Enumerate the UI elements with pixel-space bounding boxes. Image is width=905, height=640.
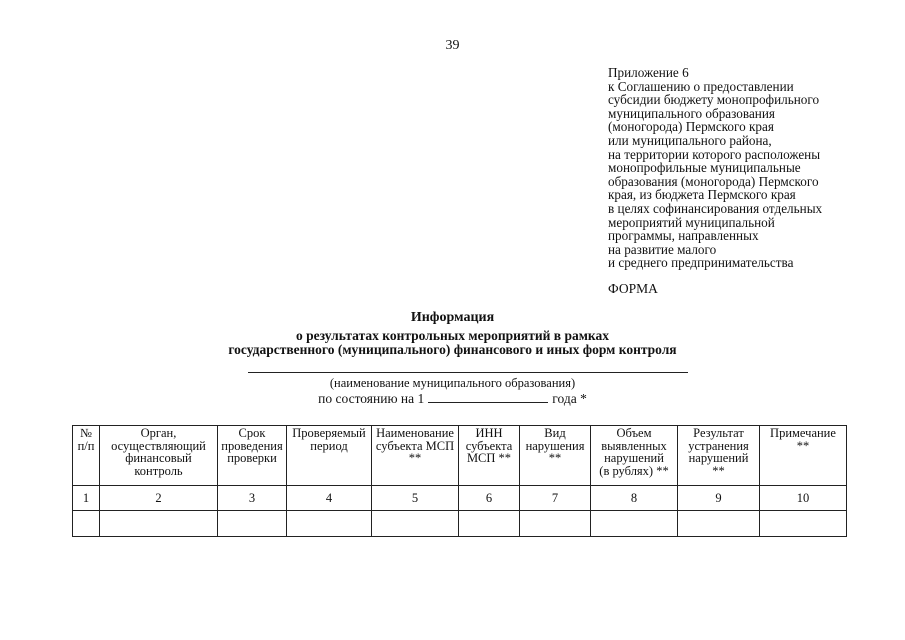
column-number-cell: 1	[73, 486, 100, 511]
header-cell-number	[73, 426, 100, 486]
header-line: Орган,	[140, 426, 177, 440]
table-cell	[372, 511, 459, 537]
header-line: (в рублях) **	[599, 463, 669, 478]
header-line: осуществляющий	[111, 438, 206, 453]
table-row	[73, 511, 847, 537]
header-line: ИНН	[475, 426, 503, 440]
header-line: нарушений	[604, 451, 664, 465]
header-line: Примечание	[770, 426, 836, 440]
header-line: Вид	[544, 426, 566, 440]
table-cell	[459, 511, 520, 537]
header-line: устранения	[688, 438, 749, 453]
appendix-line: на развитие малого	[608, 241, 717, 257]
column-number-cell: 8	[591, 486, 678, 511]
header-line: **	[548, 451, 562, 465]
header-line: контроль	[134, 463, 183, 478]
appendix-line: монопрофильные муниципальные	[608, 160, 801, 176]
header-line: нарушений	[688, 451, 749, 465]
appendix-line: на территории которого расположены	[608, 146, 821, 162]
document-subtitle	[0, 329, 905, 356]
column-number-cell: 7	[520, 486, 591, 511]
header-cell-remediation-result	[678, 426, 760, 486]
table-cell	[760, 511, 847, 537]
appendix-line: или муниципального района,	[608, 132, 772, 148]
municipality-caption: (наименование муниципального образования)	[329, 376, 576, 390]
header-line: Проверяемый	[292, 426, 366, 440]
table-cell	[678, 511, 760, 537]
appendix-line: (моногорода) Пермского края	[608, 119, 774, 135]
header-line: Срок	[238, 426, 266, 440]
as-of-date	[0, 391, 905, 407]
report-table	[72, 425, 847, 537]
municipality-blank-line	[248, 372, 688, 373]
header-cell-inspection-term	[218, 426, 287, 486]
appendix-line: образования (моногорода) Пермского	[608, 173, 819, 189]
table-cell	[73, 511, 100, 537]
column-number-cell: 3	[218, 486, 287, 511]
header-line: **	[408, 451, 422, 465]
appendix-note	[608, 66, 898, 270]
column-number-cell: 6	[459, 486, 520, 511]
header-line: выявленных	[601, 438, 667, 453]
header-line: Объем	[616, 426, 652, 440]
table-cell	[520, 511, 591, 537]
appendix-line: в целях софинансирования отдельных	[608, 200, 823, 216]
header-cell-sme-inn	[459, 426, 520, 486]
header-line: период	[310, 438, 348, 453]
appendix-line: муниципального образования	[608, 105, 775, 121]
date-blank	[428, 401, 548, 403]
appendix-line: Приложение 6	[608, 65, 689, 80]
as-of-suffix: года *	[552, 391, 587, 406]
header-line: п/п	[77, 438, 95, 453]
header-cell-audited-period	[287, 426, 372, 486]
header-line: Наименование	[376, 426, 454, 440]
header-line: **	[712, 463, 725, 478]
document-title: Информация	[410, 310, 495, 325]
subtitle-line: государственного (муниципального) финансового и иных форм контроля	[228, 341, 677, 357]
header-cell-sme-name	[372, 426, 459, 486]
header-line: проверки	[227, 451, 277, 465]
header-line: субъекта	[465, 438, 513, 453]
header-line: №	[80, 426, 92, 440]
appendix-line: и среднего предпринимательства	[608, 255, 794, 271]
header-line: финансовый	[125, 451, 192, 465]
subtitle-line: о результатах контрольных мероприятий в рамках	[296, 328, 609, 343]
header-cell-control-body	[100, 426, 218, 486]
table-cell	[591, 511, 678, 537]
header-cell-violation-amount	[591, 426, 678, 486]
header-line: субъекта МСП	[375, 438, 455, 453]
table-cell	[287, 511, 372, 537]
table-header-row	[73, 426, 847, 486]
column-number-cell: 10	[760, 486, 847, 511]
appendix-line: программы, направленных	[608, 228, 759, 244]
form-label: ФОРМА	[608, 281, 658, 296]
header-line: МСП **	[466, 451, 512, 465]
column-number-cell: 9	[678, 486, 760, 511]
appendix-line: субсидии бюджету монопрофильного	[608, 92, 820, 108]
appendix-line: края, из бюджета Пермского края	[608, 187, 796, 203]
header-line: **	[796, 438, 810, 453]
appendix-line: к Соглашению о предоставлении	[608, 78, 794, 94]
table-cell	[218, 511, 287, 537]
header-line: Результат	[693, 426, 744, 440]
column-number-cell: 2	[100, 486, 218, 511]
header-line: проведения	[221, 438, 283, 453]
header-cell-violation-type	[520, 426, 591, 486]
column-number-row	[73, 486, 847, 511]
header-line: нарушения	[525, 438, 585, 453]
appendix-line: мероприятий муниципальной	[608, 214, 775, 230]
table-cell	[100, 511, 218, 537]
as-of-prefix: по состоянию на 1	[318, 391, 425, 406]
page-number: 39	[445, 38, 460, 53]
header-cell-note	[760, 426, 847, 486]
column-number-cell: 5	[372, 486, 459, 511]
column-number-cell: 4	[287, 486, 372, 511]
